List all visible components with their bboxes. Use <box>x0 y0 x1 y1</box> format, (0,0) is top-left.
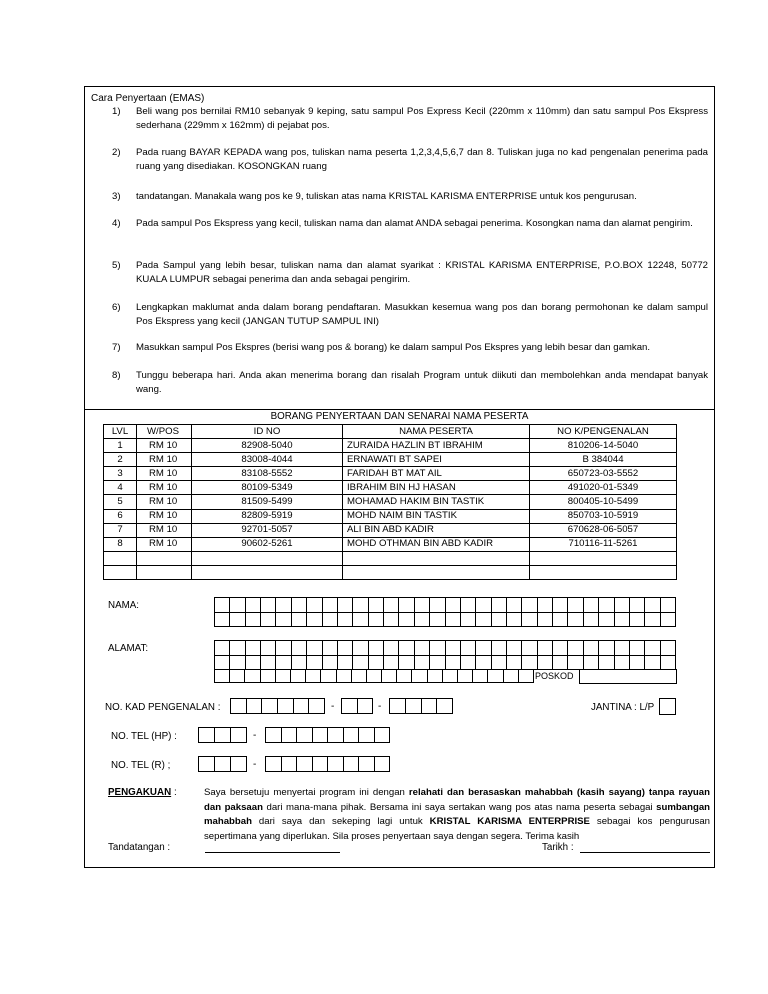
cell-id: 83108-5552 <box>192 467 343 481</box>
declaration-bold-1: relahati dan berasaskan mahabbah (kasih sayang) tanpa rayuan dan paksaan <box>204 787 710 813</box>
step-number: 7) <box>112 342 121 353</box>
char-box[interactable] <box>584 613 599 628</box>
char-box[interactable] <box>384 598 399 613</box>
char-box[interactable] <box>568 641 583 656</box>
char-box[interactable] <box>338 598 353 613</box>
char-box[interactable] <box>215 669 230 683</box>
instructions-heading: Cara Penyertaan (EMAS) <box>91 93 205 104</box>
char-box[interactable] <box>415 598 430 613</box>
step-text: tandatangan. Manakala wang pos ke 9, tuliskan atas nama KRISTAL KARISMA ENTERPRISE untuk kos pengurusan. <box>136 191 637 202</box>
cell-id: 92701-5057 <box>192 523 343 537</box>
char-box[interactable] <box>323 641 338 656</box>
char-box[interactable] <box>599 641 614 656</box>
char-box[interactable] <box>446 656 461 671</box>
tel-r-label: NO. TEL (R) ; <box>111 760 171 771</box>
char-box[interactable] <box>430 641 445 656</box>
cell-lvl: 6 <box>104 509 137 523</box>
table-row <box>104 495 677 509</box>
char-box[interactable] <box>630 656 645 671</box>
form-title: BORANG PENYERTAAN DAN SENARAI NAMA PESERTA <box>270 411 529 422</box>
char-box[interactable] <box>359 757 375 772</box>
char-box[interactable] <box>661 613 676 628</box>
cell-name: ERNAWATI BT SAPEI <box>343 453 530 467</box>
cell-lvl: 2 <box>104 453 137 467</box>
date-label: Tarikh : <box>542 842 574 853</box>
tel-r-prefix-grid[interactable] <box>198 756 247 772</box>
char-box[interactable] <box>352 669 367 683</box>
char-box[interactable] <box>266 757 282 772</box>
char-box[interactable] <box>630 598 645 613</box>
char-box[interactable] <box>323 656 338 671</box>
char-box[interactable] <box>261 598 276 613</box>
char-box[interactable] <box>313 728 329 743</box>
char-box[interactable] <box>519 669 534 683</box>
cell-id: 82809-5919 <box>192 509 343 523</box>
tel-r-number-grid[interactable] <box>265 756 390 772</box>
char-box[interactable] <box>645 613 660 628</box>
table-row <box>104 481 677 495</box>
char-box[interactable] <box>328 757 344 772</box>
header-id-no: ID NO <box>192 425 343 439</box>
participant-table <box>103 424 677 580</box>
char-box[interactable] <box>399 641 414 656</box>
cell-wpos: RM 10 <box>137 523 192 537</box>
cell-lvl: 7 <box>104 523 137 537</box>
pengakuan-label: PENGAKUAN <box>108 787 172 798</box>
nama-input-grid[interactable] <box>214 597 676 627</box>
cell-wpos: RM 10 <box>137 495 192 509</box>
char-box[interactable] <box>415 641 430 656</box>
cell-wpos: RM 10 <box>137 537 192 551</box>
char-box[interactable] <box>337 669 352 683</box>
char-box[interactable] <box>507 613 522 628</box>
cell-lvl: 4 <box>104 481 137 495</box>
cell-ic: 670628-06-5057 <box>530 523 677 537</box>
char-box[interactable] <box>342 699 358 714</box>
kad-part3-grid[interactable] <box>389 698 453 714</box>
jantina-box[interactable] <box>659 698 676 715</box>
char-box[interactable] <box>215 613 230 628</box>
char-box[interactable] <box>261 641 276 656</box>
cell-name: MOHD OTHMAN BIN ABD KADIR <box>343 537 530 551</box>
cell-lvl: 3 <box>104 467 137 481</box>
char-box[interactable] <box>615 613 630 628</box>
char-box[interactable] <box>266 728 282 743</box>
char-box[interactable] <box>344 757 360 772</box>
char-box[interactable] <box>231 757 247 772</box>
char-box[interactable] <box>353 641 368 656</box>
cell-wpos: RM 10 <box>137 509 192 523</box>
char-box[interactable] <box>645 598 660 613</box>
kad-part2-grid[interactable] <box>341 698 373 714</box>
char-box[interactable] <box>338 656 353 671</box>
char-box[interactable] <box>215 656 230 671</box>
char-box[interactable] <box>231 728 247 743</box>
char-box[interactable] <box>568 613 583 628</box>
cell-name: ALI BIN ABD KADIR <box>343 523 530 537</box>
char-box[interactable] <box>276 598 291 613</box>
cell-id: 81509-5499 <box>192 495 343 509</box>
char-box[interactable] <box>353 613 368 628</box>
char-box[interactable] <box>292 641 307 656</box>
cell-wpos: RM 10 <box>137 467 192 481</box>
char-box[interactable] <box>369 598 384 613</box>
char-box[interactable] <box>278 699 294 714</box>
char-box[interactable] <box>246 641 261 656</box>
cell-id: 82908-5040 <box>192 439 343 453</box>
char-box[interactable] <box>615 656 630 671</box>
char-box[interactable] <box>522 641 537 656</box>
table-row <box>104 537 677 551</box>
table-row <box>104 453 677 467</box>
char-box[interactable] <box>553 641 568 656</box>
declaration-text <box>204 786 710 844</box>
signature-line[interactable] <box>205 852 340 853</box>
char-box[interactable] <box>568 598 583 613</box>
cell-ic: B 384044 <box>530 453 677 467</box>
char-box[interactable] <box>461 656 476 671</box>
header-lvl: LVL <box>104 425 137 439</box>
char-box[interactable] <box>476 598 491 613</box>
char-box[interactable] <box>645 641 660 656</box>
char-box[interactable] <box>307 613 322 628</box>
char-box[interactable] <box>247 699 263 714</box>
tel-hp-number-grid[interactable] <box>265 727 390 743</box>
char-box[interactable] <box>199 728 215 743</box>
char-box[interactable] <box>446 613 461 628</box>
step-text: Pada Sampul yang lebih besar, tuliskan nama dan alamat syarikat : KRISTAL KARISMA ENTERPRISE, P.O.BOX 12248, 50772 KUALA LUMPUR sebagai penerima dan anda sebagai pengirim. <box>136 260 708 285</box>
char-box[interactable] <box>369 656 384 671</box>
char-box[interactable] <box>369 641 384 656</box>
char-box[interactable] <box>199 757 215 772</box>
char-box[interactable] <box>338 613 353 628</box>
char-box[interactable] <box>294 699 310 714</box>
char-box[interactable] <box>446 598 461 613</box>
tel-hp-prefix-grid[interactable] <box>198 727 247 743</box>
char-box[interactable] <box>353 598 368 613</box>
char-box[interactable] <box>215 757 231 772</box>
step-text: Pada sampul Pos Ekspress yang kecil, tuliskan nama dan alamat ANDA sebagai penerima. Kosongkan nama dan alamat pengirim. <box>136 218 693 229</box>
char-box[interactable] <box>615 598 630 613</box>
char-box[interactable] <box>230 613 245 628</box>
char-box[interactable] <box>384 613 399 628</box>
pengakuan-colon: : <box>174 787 177 798</box>
cell-name: ZURAIDA HAZLIN BT IBRAHIM <box>343 439 530 453</box>
cell-ic: 810206-14-5040 <box>530 439 677 453</box>
char-box[interactable] <box>231 699 247 714</box>
kad-dash-2: - <box>378 701 382 712</box>
cell-ic: 850703-10-5919 <box>530 509 677 523</box>
char-box[interactable] <box>276 641 291 656</box>
char-box[interactable] <box>338 641 353 656</box>
step-number: 6) <box>112 302 121 313</box>
step-number: 2) <box>112 147 121 158</box>
char-box[interactable] <box>276 656 291 671</box>
char-box[interactable] <box>584 656 599 671</box>
char-box[interactable] <box>282 757 298 772</box>
char-box[interactable] <box>568 656 583 671</box>
char-box[interactable] <box>399 613 414 628</box>
char-box[interactable] <box>406 699 422 714</box>
char-box[interactable] <box>415 656 430 671</box>
cell-lvl: 8 <box>104 537 137 551</box>
alamat-line-3-grid[interactable] <box>214 669 534 683</box>
char-box[interactable] <box>292 613 307 628</box>
char-box[interactable] <box>446 641 461 656</box>
table-row <box>104 509 677 523</box>
step-text: Beli wang pos bernilai RM10 sebanyak 9 keping, satu sampul Pos Express Kecil (220mm x 110mm) dan satu sampul Pos Ekspress sederhana (229mm x 162mm) di pejabat pos. <box>136 106 708 131</box>
cell-name: MOHD NAIM BIN TASTIK <box>343 509 530 523</box>
char-box[interactable] <box>443 669 458 683</box>
cell-ic: 491020-01-5349 <box>530 481 677 495</box>
char-box[interactable] <box>291 669 306 683</box>
cell-id: 83008-4044 <box>192 453 343 467</box>
char-box[interactable] <box>630 641 645 656</box>
char-box[interactable] <box>430 613 445 628</box>
char-box[interactable] <box>473 669 488 683</box>
char-box[interactable] <box>492 613 507 628</box>
char-box[interactable] <box>375 728 391 743</box>
char-box[interactable] <box>230 669 245 683</box>
table-header-row <box>104 425 677 439</box>
char-box[interactable] <box>307 656 322 671</box>
cell-id: 80109-5349 <box>192 481 343 495</box>
table-row <box>104 467 677 481</box>
table-row <box>104 523 677 537</box>
char-box[interactable] <box>292 656 307 671</box>
char-box[interactable] <box>538 656 553 671</box>
char-box[interactable] <box>461 641 476 656</box>
kad-label: NO. KAD PENGENALAN : <box>105 702 221 713</box>
char-box[interactable] <box>415 613 430 628</box>
char-box[interactable] <box>276 613 291 628</box>
jantina-label: JANTINA : L/P <box>591 702 655 713</box>
char-box[interactable] <box>245 669 260 683</box>
char-box[interactable] <box>492 656 507 671</box>
tel-hp-dash: - <box>253 730 257 741</box>
char-box[interactable] <box>246 613 261 628</box>
char-box[interactable] <box>553 656 568 671</box>
cell-id: 90602-5261 <box>192 537 343 551</box>
char-box[interactable] <box>599 598 614 613</box>
char-box[interactable] <box>215 641 230 656</box>
declaration-text-4: sebagai kos pengurusan sepertimana yang diperlukan. Sila proses penyertaan saya dengan segera. Terima kasih <box>204 816 711 842</box>
section-divider <box>84 409 715 410</box>
char-box[interactable] <box>292 598 307 613</box>
char-box[interactable] <box>422 699 438 714</box>
char-box[interactable] <box>538 598 553 613</box>
char-box[interactable] <box>215 598 230 613</box>
declaration-bold-3: KRISTAL KARISMA ENTERPRISE <box>429 816 590 827</box>
char-box[interactable] <box>390 699 406 714</box>
step-number: 1) <box>112 106 121 117</box>
char-box[interactable] <box>375 757 391 772</box>
char-box[interactable] <box>306 669 321 683</box>
cell-ic: 800405-10-5499 <box>530 495 677 509</box>
char-box[interactable] <box>321 669 336 683</box>
char-box[interactable] <box>428 669 443 683</box>
char-box[interactable] <box>476 641 491 656</box>
table-row-empty[interactable] <box>104 565 677 579</box>
step-text: Pada ruang BAYAR KEPADA wang pos, tuliskan nama peserta 1,2,3,4,5,6,7 dan 8. Tuliskan juga no kad pengenalan penerima pada ruang yang disediakan. KOSONGKAN ruang <box>136 147 708 172</box>
char-box[interactable] <box>458 669 473 683</box>
char-box[interactable] <box>246 656 261 671</box>
poskod-label: POSKOD <box>535 671 574 681</box>
cell-name: FARIDAH BT MAT AIL <box>343 467 530 481</box>
char-box[interactable] <box>230 598 245 613</box>
step-number: 3) <box>112 191 121 202</box>
char-box[interactable] <box>309 699 325 714</box>
char-box[interactable] <box>261 669 276 683</box>
char-box[interactable] <box>476 656 491 671</box>
header-nama-peserta: NAMA PESERTA <box>343 425 530 439</box>
char-box[interactable] <box>538 613 553 628</box>
char-box[interactable] <box>399 598 414 613</box>
char-box[interactable] <box>323 613 338 628</box>
step-number: 8) <box>112 370 121 381</box>
char-box[interactable] <box>246 598 261 613</box>
char-box[interactable] <box>307 641 322 656</box>
cell-name: IBRAHIM BIN HJ HASAN <box>343 481 530 495</box>
header-wpos: W/POS <box>137 425 192 439</box>
char-box[interactable] <box>492 598 507 613</box>
table-row <box>104 439 677 453</box>
cell-lvl: 5 <box>104 495 137 509</box>
char-box[interactable] <box>323 598 338 613</box>
step-text: Masukkan sampul Pos Ekspres (berisi wang pos & borang) ke dalam sampul Pos Ekspres yang lebih besar dan gamkan. <box>136 342 651 353</box>
char-box[interactable] <box>661 656 676 671</box>
header-ic: NO K/PENGENALAN <box>530 425 677 439</box>
char-box[interactable] <box>522 656 537 671</box>
char-box[interactable] <box>262 699 278 714</box>
char-box[interactable] <box>261 613 276 628</box>
char-box[interactable] <box>615 641 630 656</box>
tel-r-dash: - <box>253 759 257 770</box>
char-box[interactable] <box>282 728 298 743</box>
char-box[interactable] <box>297 728 313 743</box>
char-box[interactable] <box>522 598 537 613</box>
char-box[interactable] <box>661 598 676 613</box>
char-box[interactable] <box>507 598 522 613</box>
step-number: 5) <box>112 260 121 271</box>
char-box[interactable] <box>522 613 537 628</box>
char-box[interactable] <box>412 669 427 683</box>
char-box[interactable] <box>538 641 553 656</box>
char-box[interactable] <box>488 669 503 683</box>
char-box[interactable] <box>382 669 397 683</box>
char-box[interactable] <box>492 641 507 656</box>
char-box[interactable] <box>461 613 476 628</box>
char-box[interactable] <box>297 757 313 772</box>
kad-dash-1: - <box>331 701 335 712</box>
table-row-empty[interactable] <box>104 551 677 565</box>
cell-name: MOHAMAD HAKIM BIN TASTIK <box>343 495 530 509</box>
alamat-label: ALAMAT: <box>108 643 149 654</box>
char-box[interactable] <box>261 656 276 671</box>
cell-lvl: 1 <box>104 439 137 453</box>
char-box[interactable] <box>553 613 568 628</box>
cell-wpos: RM 10 <box>137 439 192 453</box>
char-box[interactable] <box>584 641 599 656</box>
cell-wpos: RM 10 <box>137 453 192 467</box>
char-box[interactable] <box>215 728 231 743</box>
char-box[interactable] <box>369 613 384 628</box>
date-line[interactable] <box>580 852 710 853</box>
declaration-text-1: Saya bersetuju menyertai program ini dengan <box>204 787 409 798</box>
cell-ic: 710116-11-5261 <box>530 537 677 551</box>
char-box[interactable] <box>599 613 614 628</box>
char-box[interactable] <box>461 598 476 613</box>
char-box[interactable] <box>397 669 412 683</box>
char-box[interactable] <box>328 728 344 743</box>
char-box[interactable] <box>359 728 375 743</box>
char-box[interactable] <box>437 699 453 714</box>
char-box[interactable] <box>553 598 568 613</box>
char-box[interactable] <box>344 728 360 743</box>
char-box[interactable] <box>358 699 374 714</box>
char-box[interactable] <box>384 641 399 656</box>
step-text: Lengkapkan maklumat anda dalam borang pendaftaran. Masukkan kesemua wang pos dan borang permohonan ke dalam sampul Pos Ekspress yang kecil (JANGAN TUTUP SAMPUL INI) <box>136 302 708 327</box>
char-box[interactable] <box>399 656 414 671</box>
char-box[interactable] <box>504 669 519 683</box>
nama-label: NAMA: <box>108 600 140 611</box>
declaration-bold-2: sumbangan mahabbah <box>204 801 711 827</box>
char-box[interactable] <box>276 669 291 683</box>
declaration-text-3: dari saya dan sekeping lagi untuk <box>251 816 430 827</box>
cell-ic: 650723-03-5552 <box>530 467 677 481</box>
kad-part1-grid[interactable] <box>230 698 325 714</box>
char-box[interactable] <box>367 669 382 683</box>
char-box[interactable] <box>507 656 522 671</box>
char-box[interactable] <box>645 656 660 671</box>
char-box[interactable] <box>430 656 445 671</box>
char-box[interactable] <box>353 656 368 671</box>
char-box[interactable] <box>384 656 399 671</box>
alamat-input-grid[interactable] <box>214 640 676 670</box>
step-text: Tunggu beberapa hari. Anda akan menerima borang dan risalah Program untuk diikuti dan membolehkan anda mendapat banyak wang. <box>136 370 708 395</box>
char-box[interactable] <box>476 613 491 628</box>
char-box[interactable] <box>630 613 645 628</box>
tel-hp-label: NO. TEL (HP) : <box>111 731 177 742</box>
char-box[interactable] <box>230 656 245 671</box>
char-box[interactable] <box>307 598 322 613</box>
step-number: 4) <box>112 218 121 229</box>
char-box[interactable] <box>584 598 599 613</box>
signature-label: Tandatangan : <box>108 842 171 853</box>
char-box[interactable] <box>313 757 329 772</box>
cell-wpos: RM 10 <box>137 481 192 495</box>
declaration-text-2: dari mana-mana pihak. Bersama ini saya sertakan wang pos atas nama peserta sebagai <box>262 801 657 813</box>
char-box[interactable] <box>507 641 522 656</box>
char-box[interactable] <box>599 656 614 671</box>
char-box[interactable] <box>230 641 245 656</box>
char-box[interactable] <box>661 641 676 656</box>
char-box[interactable] <box>430 598 445 613</box>
poskod-box[interactable] <box>579 669 677 684</box>
